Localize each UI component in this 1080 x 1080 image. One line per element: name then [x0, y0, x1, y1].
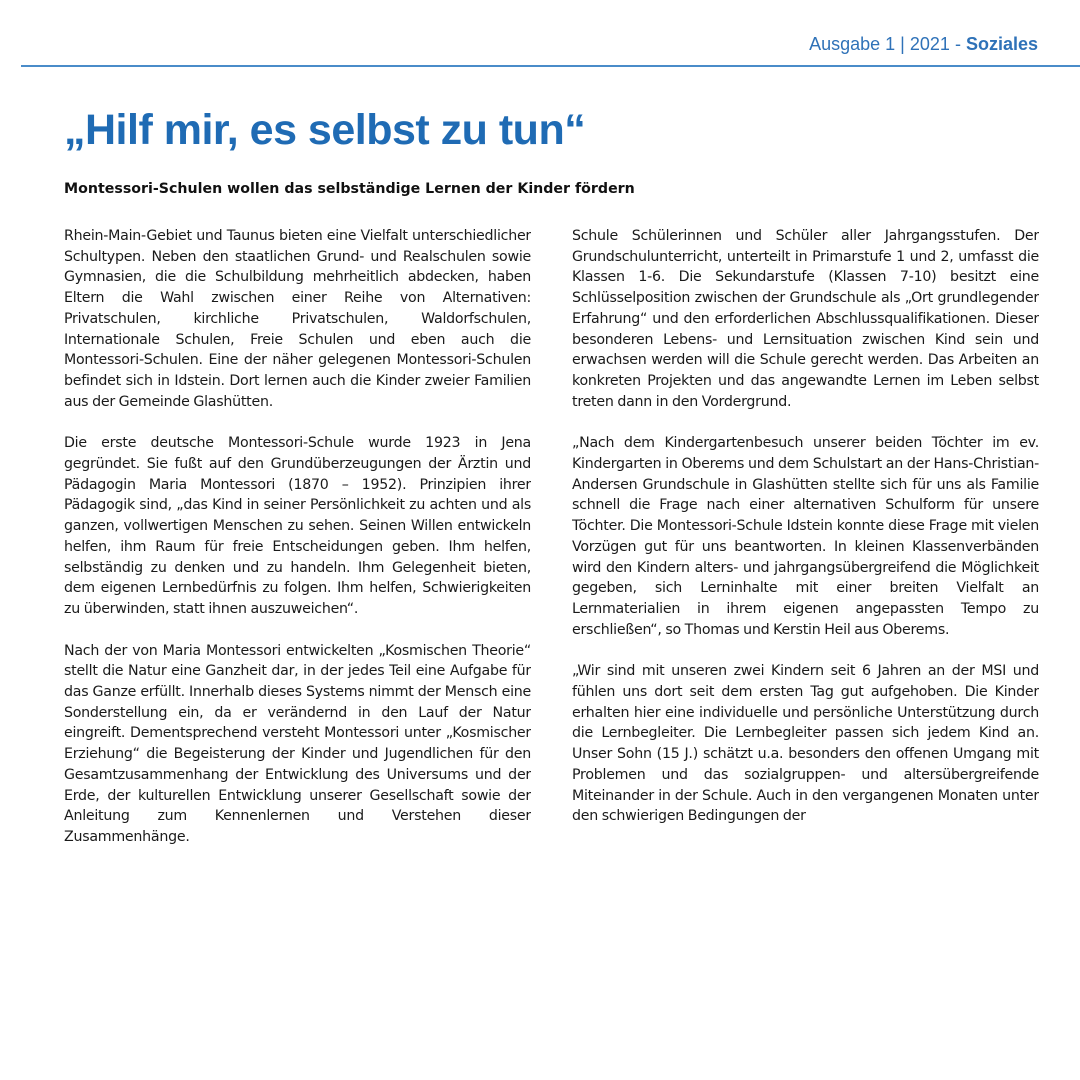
header-rule: [21, 65, 1080, 67]
article-title: „Hilf mir, es selbst zu tun“: [64, 106, 586, 154]
paragraph: „Wir sind mit unseren zwei Kindern seit 6 Jahren an der MSI und fühlen uns dort seit dem ersten Tag gut aufgehoben. Die Kinder erhalten hier eine individuelle und persönliche Unterstützung durch die Lernbegleiter. Die Lernbegleiter passen sich jedem Kind an. Unser Sohn (15 J.) schätzt u.a. besonders den offenen Umgang mit Problemen und das sozialgruppen- und altersübergreifende Miteinander in der Schule. Auch in den vergangenen Monaten unter den schwierigen Bedingungen der: [572, 663, 1039, 825]
section-label: Soziales: [965, 34, 1038, 54]
page-header: [809, 34, 1038, 55]
article-subtitle: Montessori-Schulen wollen das selbständige Lernen der Kinder fördern: [64, 181, 635, 197]
article-column-right: [572, 226, 1039, 978]
paragraph: Nach der von Maria Montessori entwickelten „Kosmischen Theorie“ stellt die Natur eine Ganzheit dar, in der jedes Teil eine Aufgabe für das Ganze erfüllt. Innerhalb dieses Systems nimmt der Mensch eine Sonderstellung ein, da er verändernd in den Lauf der Natur eingreift. Dementsprechend versteht Montessori unter „Kosmischer Erziehung“ die Begeisterung der Kinder und Jugendlichen für den Gesamtzusammenhang der Entwicklung des Universums und der Erde, der kulturellen Entwicklung unserer Gesellschaft sowie der Anleitung zum Kennenlernen und Verstehen dieser Zusammenhänge.: [64, 642, 531, 845]
issue-label: Ausgabe 1: [809, 34, 896, 54]
issue-year: 2021: [909, 34, 950, 54]
header-dash: -: [954, 34, 961, 54]
paragraph: „Nach dem Kindergartenbesuch unserer beiden Töchter im ev. Kindergarten in Oberems und dem Schulstart an der Hans-Christian-Andersen Grundschule in Glashütten stellte sich für uns als Familie schnell die Frage nach einer alternativen Schulform für unsere Töchter. Die Montessori-Schule Idstein konnte diese Frage mit vielen Vorzügen gut für uns beantworten. In kleinen Klassenverbänden wird den Kindern alters- und jahrgangsübergreifend die Möglichkeit gegeben, sich Lerninhalte mit einer breiten Vielfalt an Lernmaterialien in ihrem eigenen angepassten Tempo zu erschließen“, so Thomas und Kerstin Heil aus Oberems.: [572, 435, 1039, 638]
article-column-left: [64, 226, 531, 978]
header-separator: |: [900, 34, 905, 54]
paragraph: Schule Schülerinnen und Schüler aller Jahrgangsstufen. Der Grundschulunterricht, unterteilt in Primarstufe 1 und 2, umfasst die Klassen 1-6. Die Sekundarstufe (Klassen 7-10) besitzt eine Schlüsselposition zwischen der Grundschule als „Ort grundlegender Erfahrung“ und den erforderlichen Abschlussqualifikationen. Dieser besonderen Lebens- und Lernsituation zwischen Kind sein und erwachsen werden will die Schule gerecht werden. Das Arbeiten an konkreten Projekten und das angewandte Lernen im Leben selbst treten dann in den Vordergrund.: [572, 228, 1039, 410]
paragraph: Die erste deutsche Montessori-Schule wurde 1923 in Jena gegründet. Sie fußt auf den Grundüberzeugungen der Ärztin und Pädagogin Maria Montessori (1870 – 1952). Prinzipien ihrer Pädagogik sind, „das Kind in seiner Persönlichkeit zu achten und als ganzen, vollwertigen Menschen zu sehen. Seinen Willen entwickeln helfen, ihm Raum für freie Entscheidungen geben. Ihm helfen, selbständig zu denken und zu handeln. Ihm Gelegenheit bieten, dem eigenen Lernbedürfnis zu folgen. Ihm helfen, Schwierigkeiten zu überwinden, statt ihnen auszuweichen“.: [64, 435, 531, 617]
paragraph: Rhein-Main-Gebiet und Taunus bieten eine Vielfalt unterschiedlicher Schultypen. Neben den staatlichen Grund- und Realschulen sowie Gymnasien, die die Schulbildung mehrheitlich abdecken, haben Eltern die Wahl zwischen einer Reihe von Alternativen: Privatschulen, kirchliche Privatschulen, Waldorfschulen, Internationale Schulen, Freie Schulen und eben auch die Montessori-Schulen. Eine der näher gelegenen Montessori-Schulen befindet sich in Idstein. Dort lernen auch die Kinder zweier Familien aus der Gemeinde Glashütten.: [64, 228, 531, 410]
